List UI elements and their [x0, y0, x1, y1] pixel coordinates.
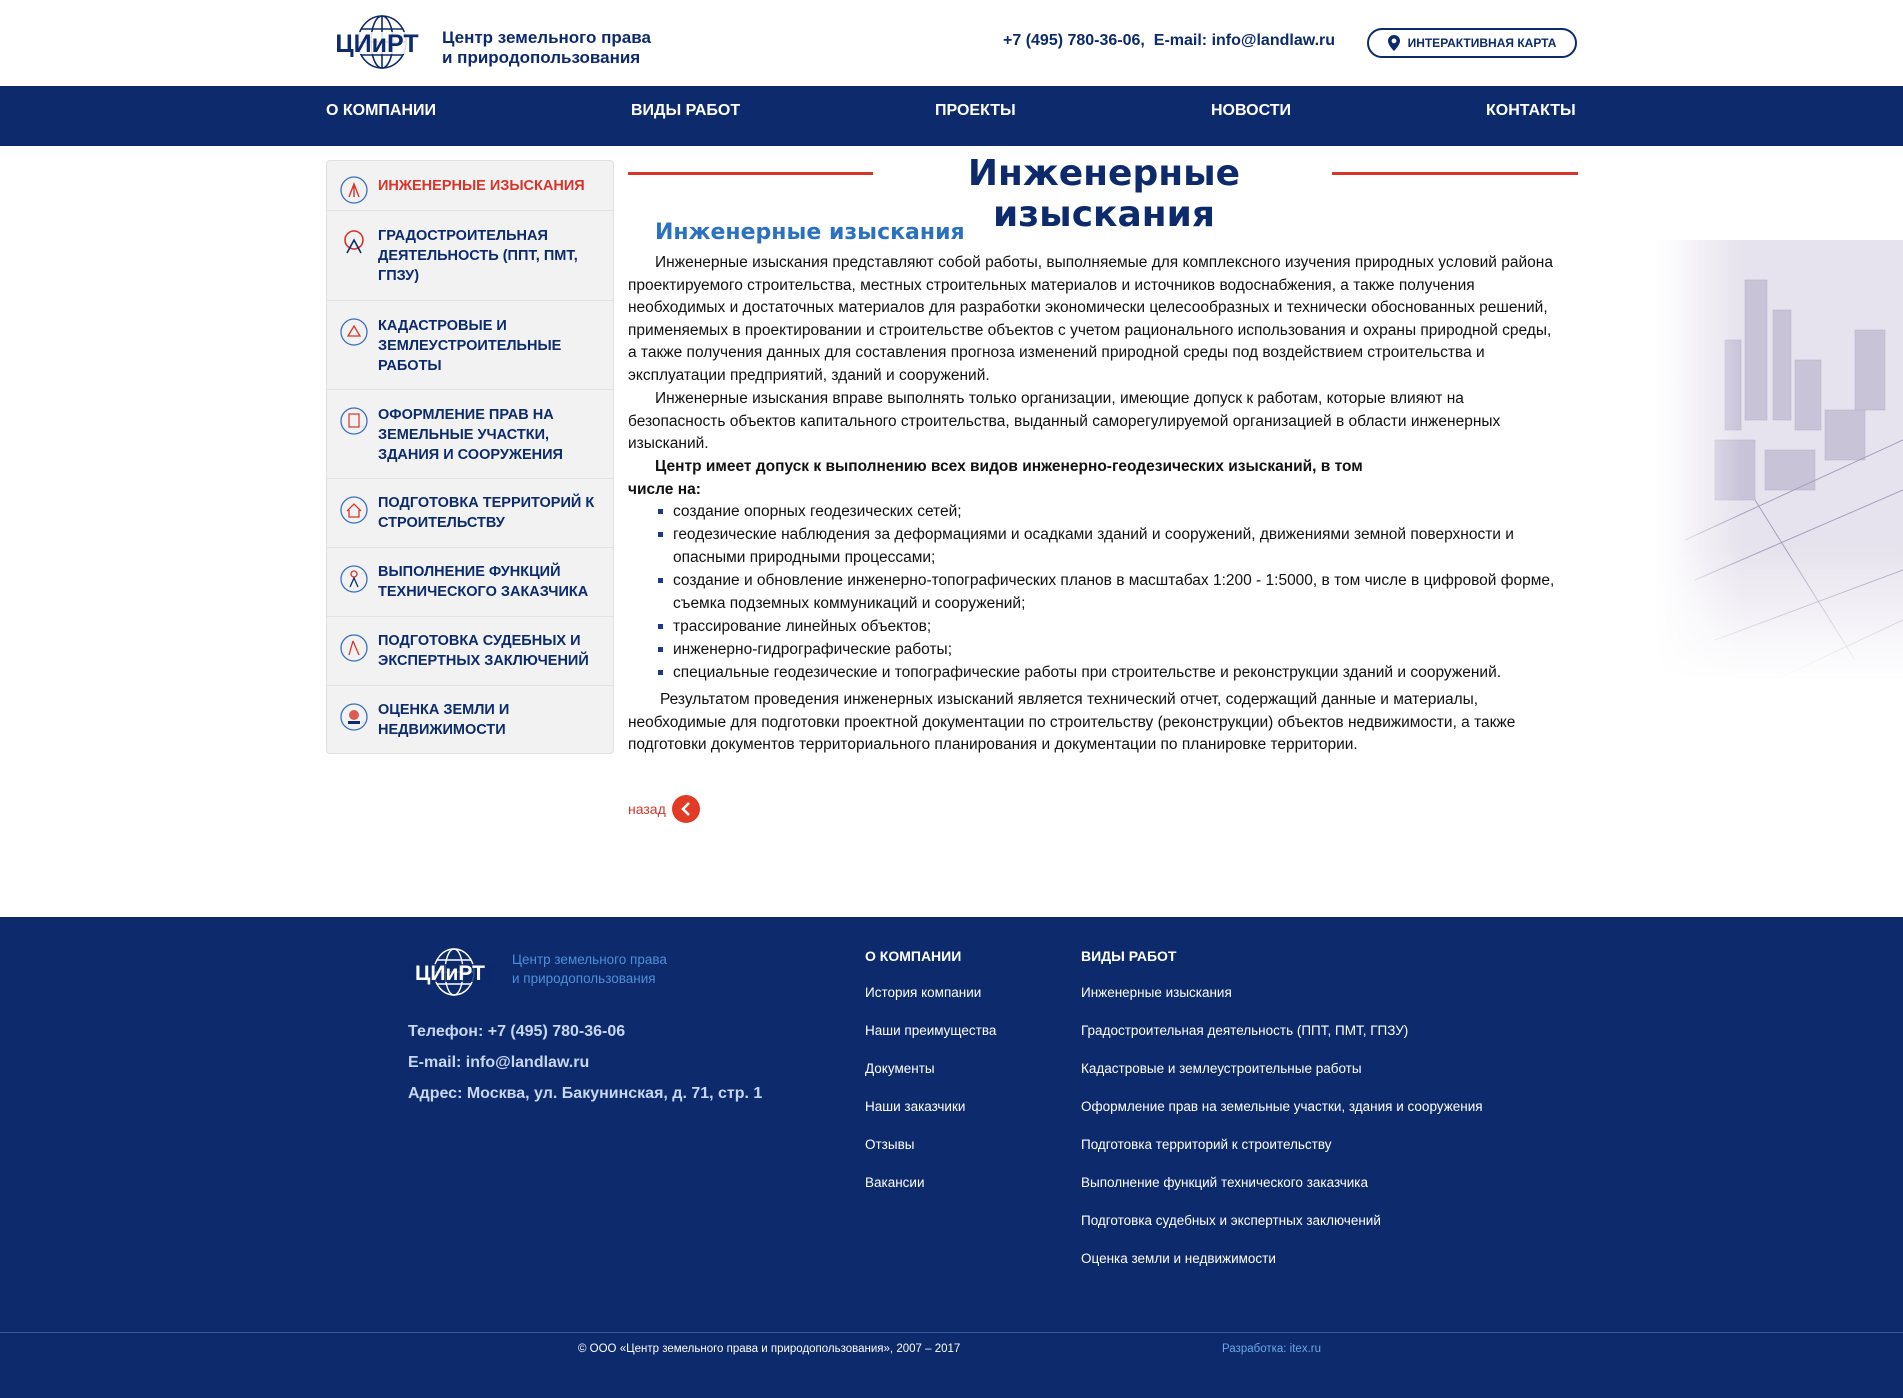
footer-logo[interactable]: [407, 945, 493, 1000]
list-item-text: специальные геодезические и топографические работы при строительстве и реконструкции зданий и сооружений.: [673, 664, 1502, 681]
footer-address: Адрес: Москва, ул. Бакунинская, д. 71, стр. 1: [408, 1085, 763, 1102]
footer-divider: [0, 1332, 1903, 1333]
footer-phone[interactable]: Телефон: +7 (495) 780-36-06: [408, 1023, 626, 1040]
footer-company-name: [512, 950, 667, 988]
valuation-icon: [339, 702, 369, 732]
footer-link-service[interactable]: Кадастровые и землеустроительные работы: [1081, 1061, 1362, 1076]
footer-link-advantages[interactable]: Наши преимущества: [865, 1023, 997, 1038]
header-email[interactable]: info@landlaw.ru: [1211, 32, 1336, 49]
title-divider-right: [1332, 172, 1578, 175]
company-name-line2: и природопользования: [442, 48, 641, 67]
list-item-text: геодезические наблюдения за деформациями и осадками зданий и сооружений, движениями земной поверхности и опасными природными процессами;: [673, 526, 1514, 566]
footer-company-line2: и природопользования: [512, 971, 656, 986]
permit-paragraph: Инженерные изыскания вправе выполнять только организации, имеющие допуск к работам, которые влияют на безопасность объектов капитального строительства, выданный саморегулируемой организацией в области инженерных изысканий.: [628, 390, 1501, 452]
list-item: [628, 569, 1563, 615]
list-item-text: создание и обновление инженерно-топографических планов в масштабах 1:200 - 1:5000, в том числе в цифровой форме, съемка подземных коммуникаций и сооружений;: [673, 572, 1555, 612]
sidebar-item-property-rights[interactable]: [327, 390, 613, 479]
nav-item-news[interactable]: НОВОСТИ: [1211, 102, 1292, 119]
footer-link-history[interactable]: История компании: [865, 985, 982, 1000]
list-item: [628, 523, 1563, 569]
logo-text: ЦИиРТ: [335, 30, 419, 58]
sidebar-item-expert-opinions[interactable]: [327, 617, 613, 686]
nav-item-company[interactable]: О КОМПАНИИ: [326, 102, 437, 119]
sidebar-item-label: ПОДГОТОВКА ТЕРРИТОРИЙ К СТРОИТЕЛЬСТВУ: [378, 495, 595, 531]
bullet-icon: [658, 532, 663, 537]
bullet-icon: [658, 670, 663, 675]
header-phone[interactable]: +7 (495) 780-36-06,: [1003, 32, 1145, 49]
footer-email[interactable]: E-mail: info@landlaw.ru: [408, 1054, 590, 1071]
footer-link-clients[interactable]: Наши заказчики: [865, 1099, 966, 1114]
site-header: [0, 0, 1903, 86]
sidebar-item-urban-planning[interactable]: [327, 211, 613, 301]
list-item: [628, 638, 1563, 661]
expert-icon: [339, 633, 369, 663]
admission-paragraph: Центр имеет допуск к выполнению всех видов инженерно-геодезических изысканий, в том числе на:: [628, 458, 1363, 498]
sidebar-item-label: ОЦЕНКА ЗЕМЛИ И НЕДВИЖИМОСТИ: [378, 702, 510, 738]
title-divider-left: [628, 172, 873, 175]
bullet-icon: [658, 578, 663, 583]
footer-link-service[interactable]: Подготовка территорий к строительству: [1081, 1137, 1332, 1152]
footer-link-reviews[interactable]: Отзывы: [865, 1137, 915, 1152]
list-item: [628, 661, 1563, 684]
sidebar-item-valuation[interactable]: [327, 686, 613, 754]
bullet-icon: [658, 624, 663, 629]
footer-services-heading: ВИДЫ РАБОТ: [1081, 948, 1177, 964]
back-link[interactable]: [628, 795, 700, 823]
list-item: [628, 500, 1563, 523]
interactive-map-button[interactable]: [1367, 28, 1577, 58]
survey-types-list: [628, 500, 1563, 684]
sidebar-item-cadastral-works[interactable]: [327, 301, 613, 390]
person-icon: [339, 564, 369, 594]
nav-item-services[interactable]: ВИДЫ РАБОТ: [631, 102, 741, 119]
nav-item-contacts[interactable]: КОНТАКТЫ: [1486, 102, 1576, 119]
footer-logo-text: ЦИиРТ: [415, 962, 485, 985]
header-email-label: E-mail:: [1153, 32, 1208, 49]
map-pin-icon: [1388, 35, 1400, 51]
list-item-text: инженерно-гидрографические работы;: [673, 641, 953, 658]
sidebar-item-technical-customer[interactable]: [327, 548, 613, 617]
sidebar-item-label: ГРАДОСТРОИТЕЛЬНАЯ ДЕЯТЕЛЬНОСТЬ (ППТ, ПМТ, ГПЗУ): [378, 228, 578, 284]
intro-paragraph: Инженерные изыскания представляют собой работы, выполняемые для комплексного изучения природных условий района проектируемого строительства, местных строительных материалов и источников водоснабжения, а также получения необходимых и достаточных материалов для разработки экономически целесообразных и технически обоснованных решений, применяемых в проектировании и строительстве объектов с учетом рационального использования и охраны природной среды, а также получения данных для составления прогноза изменений природной среды под воздействием строительства и эксплуатации предприятий, зданий и сооружений.: [628, 254, 1553, 384]
footer-link-service[interactable]: Оформление прав на земельные участки, здания и сооружения: [1081, 1099, 1483, 1114]
footer-link-service[interactable]: Подготовка судебных и экспертных заключений: [1081, 1213, 1381, 1228]
sidebar-item-label: ВЫПОЛНЕНИЕ ФУНКЦИЙ ТЕХНИЧЕСКОГО ЗАКАЗЧИКА: [378, 564, 589, 600]
chevron-left-icon: [672, 795, 700, 823]
footer-link-service[interactable]: Выполнение функций технического заказчика: [1081, 1175, 1368, 1190]
city-illustration: [1655, 240, 1903, 680]
footer-link-service[interactable]: Оценка земли и недвижимости: [1081, 1251, 1276, 1266]
footer-developer-link[interactable]: Разработка: itex.ru: [1222, 1343, 1322, 1355]
sidebar-item-label: ОФОРМЛЕНИЕ ПРАВ НА ЗЕМЕЛЬНЫЕ УЧАСТКИ, ЗДАНИЯ И СООРУЖЕНИЯ: [378, 407, 563, 463]
map-button-label: ИНТЕРАКТИВНАЯ КАРТА: [1407, 36, 1557, 50]
surveyor-icon: [339, 175, 369, 205]
cadastral-icon: [339, 317, 369, 347]
section-title: Инженерные изыскания: [655, 220, 965, 245]
company-name-line1: Центр земельного права: [442, 28, 651, 47]
footer-company-heading: О КОМПАНИИ: [865, 948, 962, 964]
main-nav: [0, 86, 1903, 146]
sidebar-item-territory-preparation[interactable]: [327, 479, 613, 548]
back-label: назад: [628, 801, 666, 817]
footer-copyright: © ООО «Центр земельного права и природопользования», 2007 – 2017: [578, 1343, 961, 1355]
planning-icon: [339, 227, 369, 257]
sidebar-item-label: ИНЖЕНЕРНЫЕ ИЗЫСКАНИЯ: [378, 178, 585, 194]
result-paragraph: Результатом проведения инженерных изысканий является технический отчет, содержащий данные и материалы, необходимые для подготовки проектной документации по строительству (реконструкции) объектов недвижимости, а также подготовки документов территориального планирования и документации по планировке территории.: [628, 691, 1516, 753]
footer-company-line1: Центр земельного права: [512, 952, 667, 967]
services-sidebar: [326, 160, 614, 754]
company-logo[interactable]: [326, 12, 428, 72]
sidebar-item-label: КАДАСТРОВЫЕ И ЗЕМЛЕУСТРОИТЕЛЬНЫЕ РАБОТЫ: [378, 318, 562, 374]
bullet-icon: [658, 509, 663, 514]
house-icon: [339, 495, 369, 525]
company-name: [442, 28, 651, 68]
bullet-icon: [658, 647, 663, 652]
document-icon: [339, 406, 369, 436]
header-contacts: [1003, 32, 1335, 50]
footer-link-service[interactable]: Градостроительная деятельность (ППТ, ПМТ, ГПЗУ): [1081, 1023, 1409, 1038]
list-item: [628, 615, 1563, 638]
page-title: Инженерные изыскания: [967, 153, 1241, 235]
list-item-text: создание опорных геодезических сетей;: [673, 503, 962, 520]
list-item-text: трассирование линейных объектов;: [673, 618, 932, 635]
footer-link-documents[interactable]: Документы: [865, 1061, 935, 1076]
footer-link-vacancies[interactable]: Вакансии: [865, 1175, 925, 1190]
sidebar-item-label: ПОДГОТОВКА СУДЕБНЫХ И ЭКСПЕРТНЫХ ЗАКЛЮЧЕНИЙ: [378, 633, 589, 669]
sidebar-item-engineering-surveys[interactable]: [327, 161, 613, 211]
nav-item-projects[interactable]: ПРОЕКТЫ: [935, 102, 1016, 119]
footer-link-service[interactable]: Инженерные изыскания: [1081, 985, 1232, 1000]
